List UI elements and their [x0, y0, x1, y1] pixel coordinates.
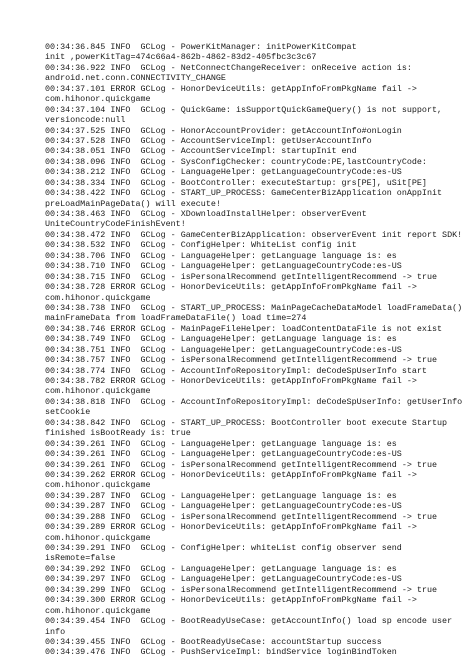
log-line: 00:34:39.287 INFO GCLog - LanguageHelper: getLanguage language is: es — [45, 490, 397, 501]
log-line: 00:34:39.291 INFO GCLog - ConfigHelper: whiteList config observer send — [45, 543, 402, 553]
log-line: 00:34:38.710 INFO GCLog - LanguageHelper: getLanguageCountryCode:es-US — [45, 261, 402, 272]
log-line: 00:34:36.845 INFO GCLog - PowerKitManager: initPowerKitCompat — [45, 42, 357, 52]
log-line: 00:34:38.422 INFO GCLog - START_UP_PROCESS: GameCenterBizApplication onAppInit — [45, 188, 443, 199]
log-line: 00:34:39.476 INFO GCLog - PushServiceImpl: bindService loginBindToken — [45, 647, 397, 658]
log-line: 00:34:38.757 INFO GCLog - isPersonalRecommend getIntelligentRecommend -> true — [45, 355, 438, 366]
log-line: 00:34:38.728 ERROR GCLog - HonorDeviceUtils: getAppInfoFromPkgName fail -> — [45, 282, 417, 293]
log-line: 00:34:38.842 INFO GCLog - START_UP_PROCESS: BootController boot execute Startup — [45, 417, 448, 428]
log-line: 00:34:39.288 INFO GCLog - isPersonalRecommend getIntelligentRecommend -> true — [45, 511, 438, 522]
log-line: setCookie — [45, 407, 91, 418]
log-line: com.hihonor.quickgame — [45, 532, 151, 543]
log-line: 00:34:39.261 INFO GCLog - LanguageHelper: getLanguageCountryCode:es-US — [45, 449, 402, 460]
log-line: 00:34:39.454 INFO GCLog - BootReadyUseCase: getAccountInfo() load sp encode user — [45, 616, 453, 627]
log-line: 00:34:38.051 INFO GCLog - AccountServiceImpl: startupInit end — [45, 146, 357, 157]
log-line: com.hihonor.quickgame — [45, 605, 151, 616]
log-line: 00:34:39.289 ERROR GCLog - HonorDeviceUtils: getAppInfoFromPkgName fail -> — [45, 522, 417, 533]
log-line: 00:34:39.262 ERROR GCLog - HonorDeviceUtils: getAppInfoFromPkgName fail -> — [45, 469, 417, 480]
log-line: 00:34:39.455 INFO GCLog - BootReadyUseCase: accountStartup success — [45, 636, 382, 647]
log-line: 00:34:38.746 ERROR GCLog - MainPageFileHelper: loadContentDataFile is not exist — [45, 323, 443, 334]
log-line: 00:34:38.751 INFO GCLog - LanguageHelper: getLanguageCountryCode:es-US — [45, 344, 402, 355]
log-line: init ,powerKitTag=474c66a4-862b-4862-83d2-405fbc3c3c67 — [45, 52, 317, 63]
log-line: mainFrameData from loadFrameDataFile() load time=274 — [45, 313, 307, 324]
log-line: com.hihonor.quickgame — [45, 94, 151, 105]
log-line: 00:34:38.749 INFO GCLog - LanguageHelper: getLanguage language is: es — [45, 334, 397, 345]
log-line: 00:34:36.922 INFO GCLog - NetConnectChangeReceiver: onReceive action is: — [45, 62, 412, 73]
log-line: 00:34:38.096 INFO GCLog - SysConfigChecker: countryCode:PE,lastCountryCode: — [45, 156, 427, 167]
log-line: 00:34:38.463 INFO GCLog - XDownloadInstallHelper: observerEvent — [45, 209, 367, 219]
log-line: 00:34:37.104 INFO GCLog - QuickGame: isSupportQuickGameQuery() is not support, — [45, 104, 443, 115]
log-line: 00:34:38.782 ERROR GCLog - HonorDeviceUtils: getAppInfoFromPkgName fail -> — [45, 376, 417, 386]
log-text-block — [45, 42, 465, 658]
log-line: 00:34:37.525 INFO GCLog - HonorAccountProvider: getAccountInfo#onLogin — [45, 125, 402, 136]
log-line: 00:34:38.472 INFO GCLog - GameCenterBizApplication: observerEvent init report SDK! — [45, 229, 463, 240]
log-line: 00:34:38.212 INFO GCLog - LanguageHelper: getLanguageCountryCode:es-US — [45, 167, 402, 178]
log-line: com.hihonor.quickgame — [45, 386, 151, 397]
log-line: 00:34:38.818 INFO GCLog - AccountInfoRepositoryImpl: deCodeSpUserInfo: getUserInfo — [45, 396, 463, 407]
log-line: 00:34:38.738 INFO GCLog - START_UP_PROCESS: MainPageCacheDataModel loadFrameData() — [45, 302, 463, 313]
log-line: 00:34:39.261 INFO GCLog - isPersonalRecommend getIntelligentRecommend -> true — [45, 459, 438, 470]
log-line: 00:34:38.334 INFO GCLog - BootController: executeStartup: grs[PE], uSit[PE] — [45, 177, 427, 188]
log-line: 00:34:37.528 INFO GCLog - AccountServiceImpl: getUserAccountInfo — [45, 135, 372, 146]
log-line: 00:34:39.287 INFO GCLog - LanguageHelper: getLanguageCountryCode:es-US — [45, 501, 402, 512]
log-line: 00:34:38.774 INFO GCLog - AccountInfoRepositoryImpl: deCodeSpUserInfo start — [45, 365, 427, 376]
log-line: 00:34:37.101 ERROR GCLog - HonorDeviceUtils: getAppInfoFromPkgName fail -> — [45, 83, 417, 94]
log-line: 00:34:39.300 ERROR GCLog - HonorDeviceUtils: getAppInfoFromPkgName fail -> — [45, 595, 417, 606]
log-line: com.hihonor.quickgame — [45, 480, 151, 491]
log-line: 00:34:38.706 INFO GCLog - LanguageHelper: getLanguage language is: es — [45, 250, 397, 261]
log-line: versioncode:null — [45, 115, 126, 126]
log-line: 00:34:39.261 INFO GCLog - LanguageHelper: getLanguage language is: es — [45, 438, 397, 449]
log-line: isRemote=false — [45, 553, 116, 564]
log-line: com.hihonor.quickgame — [45, 292, 151, 303]
log-line: 00:34:38.715 INFO GCLog - isPersonalRecommend getIntelligentRecommend -> true — [45, 271, 438, 282]
log-line: 00:34:38.532 INFO GCLog - ConfigHelper: WhiteList config init — [45, 240, 357, 251]
log-line: android.net.conn.CONNECTIVITY_CHANGE — [45, 73, 226, 84]
log-line: info — [45, 626, 66, 637]
log-line: 00:34:39.299 INFO GCLog - isPersonalRecommend getIntelligentRecommend -> true — [45, 584, 438, 595]
log-line: 00:34:39.297 INFO GCLog - LanguageHelper: getLanguageCountryCode:es-US — [45, 574, 402, 585]
log-line: finished isBootReady is: true — [45, 428, 191, 439]
log-line: preLoadMainPageData() will execute! — [45, 198, 221, 209]
log-line: 00:34:39.292 INFO GCLog - LanguageHelper: getLanguage language is: es — [45, 563, 397, 574]
log-line: UniteCountryCodeFinishEvent! — [45, 219, 186, 230]
